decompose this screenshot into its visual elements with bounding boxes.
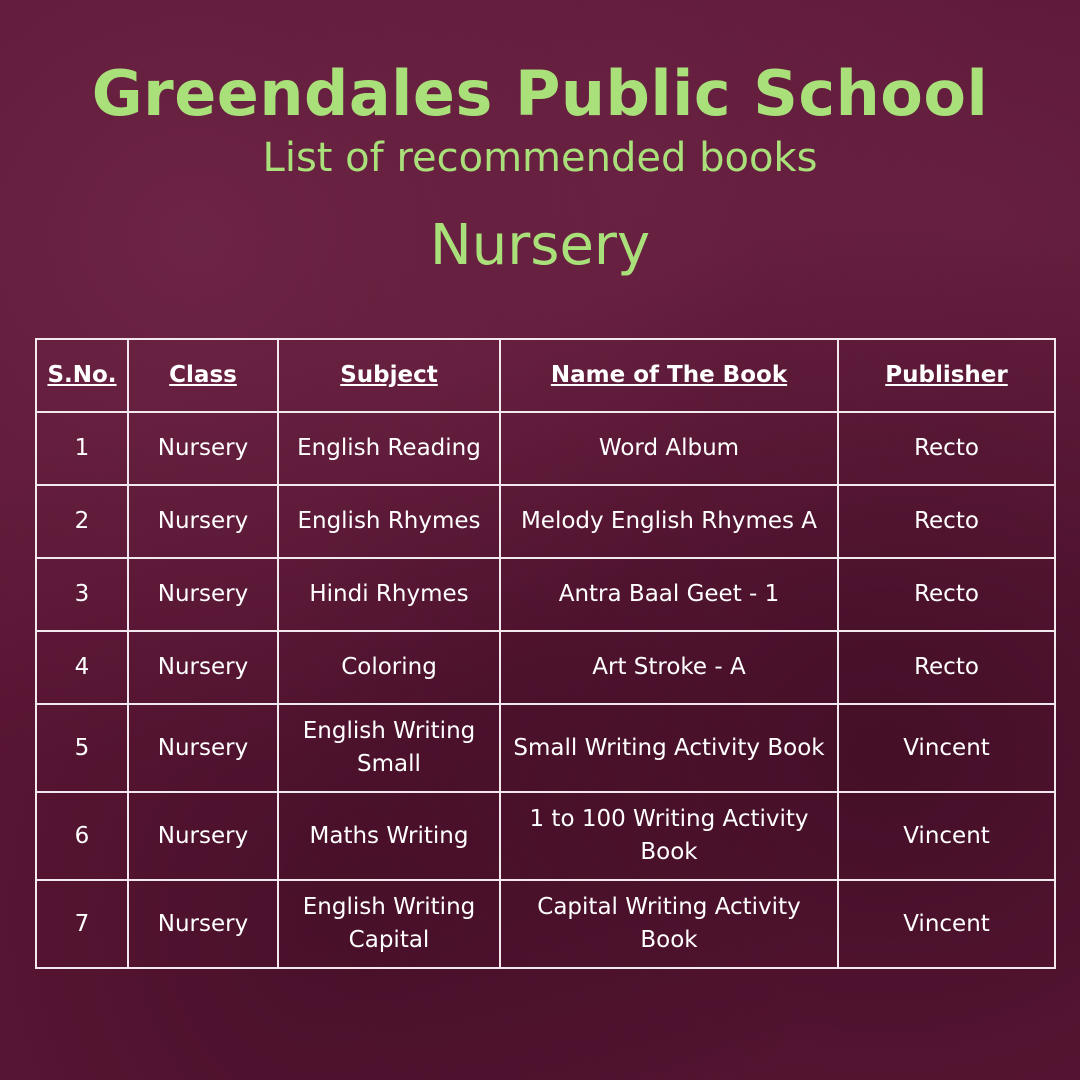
cell-sno: 4 (36, 631, 128, 704)
section-title: Nursery (429, 213, 651, 278)
cell-class: Nursery (128, 792, 278, 880)
cell-publisher: Recto (838, 631, 1055, 704)
cell-publisher: Vincent (838, 792, 1055, 880)
column-header-sno: S.No. (36, 339, 128, 412)
cell-sno: 1 (36, 412, 128, 485)
cell-subject: English Reading (278, 412, 500, 485)
table-row (36, 704, 1055, 792)
cell-publisher: Recto (838, 558, 1055, 631)
cell-publisher: Vincent (838, 704, 1055, 792)
cell-book: Small Writing Activity Book (500, 704, 838, 792)
table-row (36, 792, 1055, 880)
cell-sno: 7 (36, 880, 128, 968)
table-row (36, 880, 1055, 968)
table-row (36, 631, 1055, 704)
table-header-row (36, 339, 1055, 412)
table-row (36, 558, 1055, 631)
cell-book: Word Album (500, 412, 838, 485)
cell-subject: English Writing Small (278, 704, 500, 792)
cell-publisher: Recto (838, 412, 1055, 485)
cell-publisher: Vincent (838, 880, 1055, 968)
cell-class: Nursery (128, 412, 278, 485)
cell-book: Art Stroke - A (500, 631, 838, 704)
cell-publisher: Recto (838, 485, 1055, 558)
column-header-subject: Subject (278, 339, 500, 412)
cell-sno: 2 (36, 485, 128, 558)
cell-class: Nursery (128, 880, 278, 968)
cell-book: Antra Baal Geet - 1 (500, 558, 838, 631)
cell-sno: 6 (36, 792, 128, 880)
table-row (36, 485, 1055, 558)
column-header-book: Name of The Book (500, 339, 838, 412)
cell-subject: Coloring (278, 631, 500, 704)
column-header-class: Class (128, 339, 278, 412)
cell-class: Nursery (128, 704, 278, 792)
cell-class: Nursery (128, 558, 278, 631)
page-subtitle: List of recommended books (262, 135, 818, 181)
cell-sno: 5 (36, 704, 128, 792)
table-row (36, 412, 1055, 485)
cell-class: Nursery (128, 485, 278, 558)
column-header-publisher: Publisher (838, 339, 1055, 412)
cell-class: Nursery (128, 631, 278, 704)
school-name: Greendales Public School (91, 57, 989, 130)
books-table (35, 338, 1056, 969)
cell-sno: 3 (36, 558, 128, 631)
cell-subject: Hindi Rhymes (278, 558, 500, 631)
cell-book: Melody English Rhymes A (500, 485, 838, 558)
cell-subject: English Rhymes (278, 485, 500, 558)
cell-book: Capital Writing Activity Book (500, 880, 838, 968)
cell-subject: English Writing Capital (278, 880, 500, 968)
cell-subject: Maths Writing (278, 792, 500, 880)
cell-book: 1 to 100 Writing Activity Book (500, 792, 838, 880)
